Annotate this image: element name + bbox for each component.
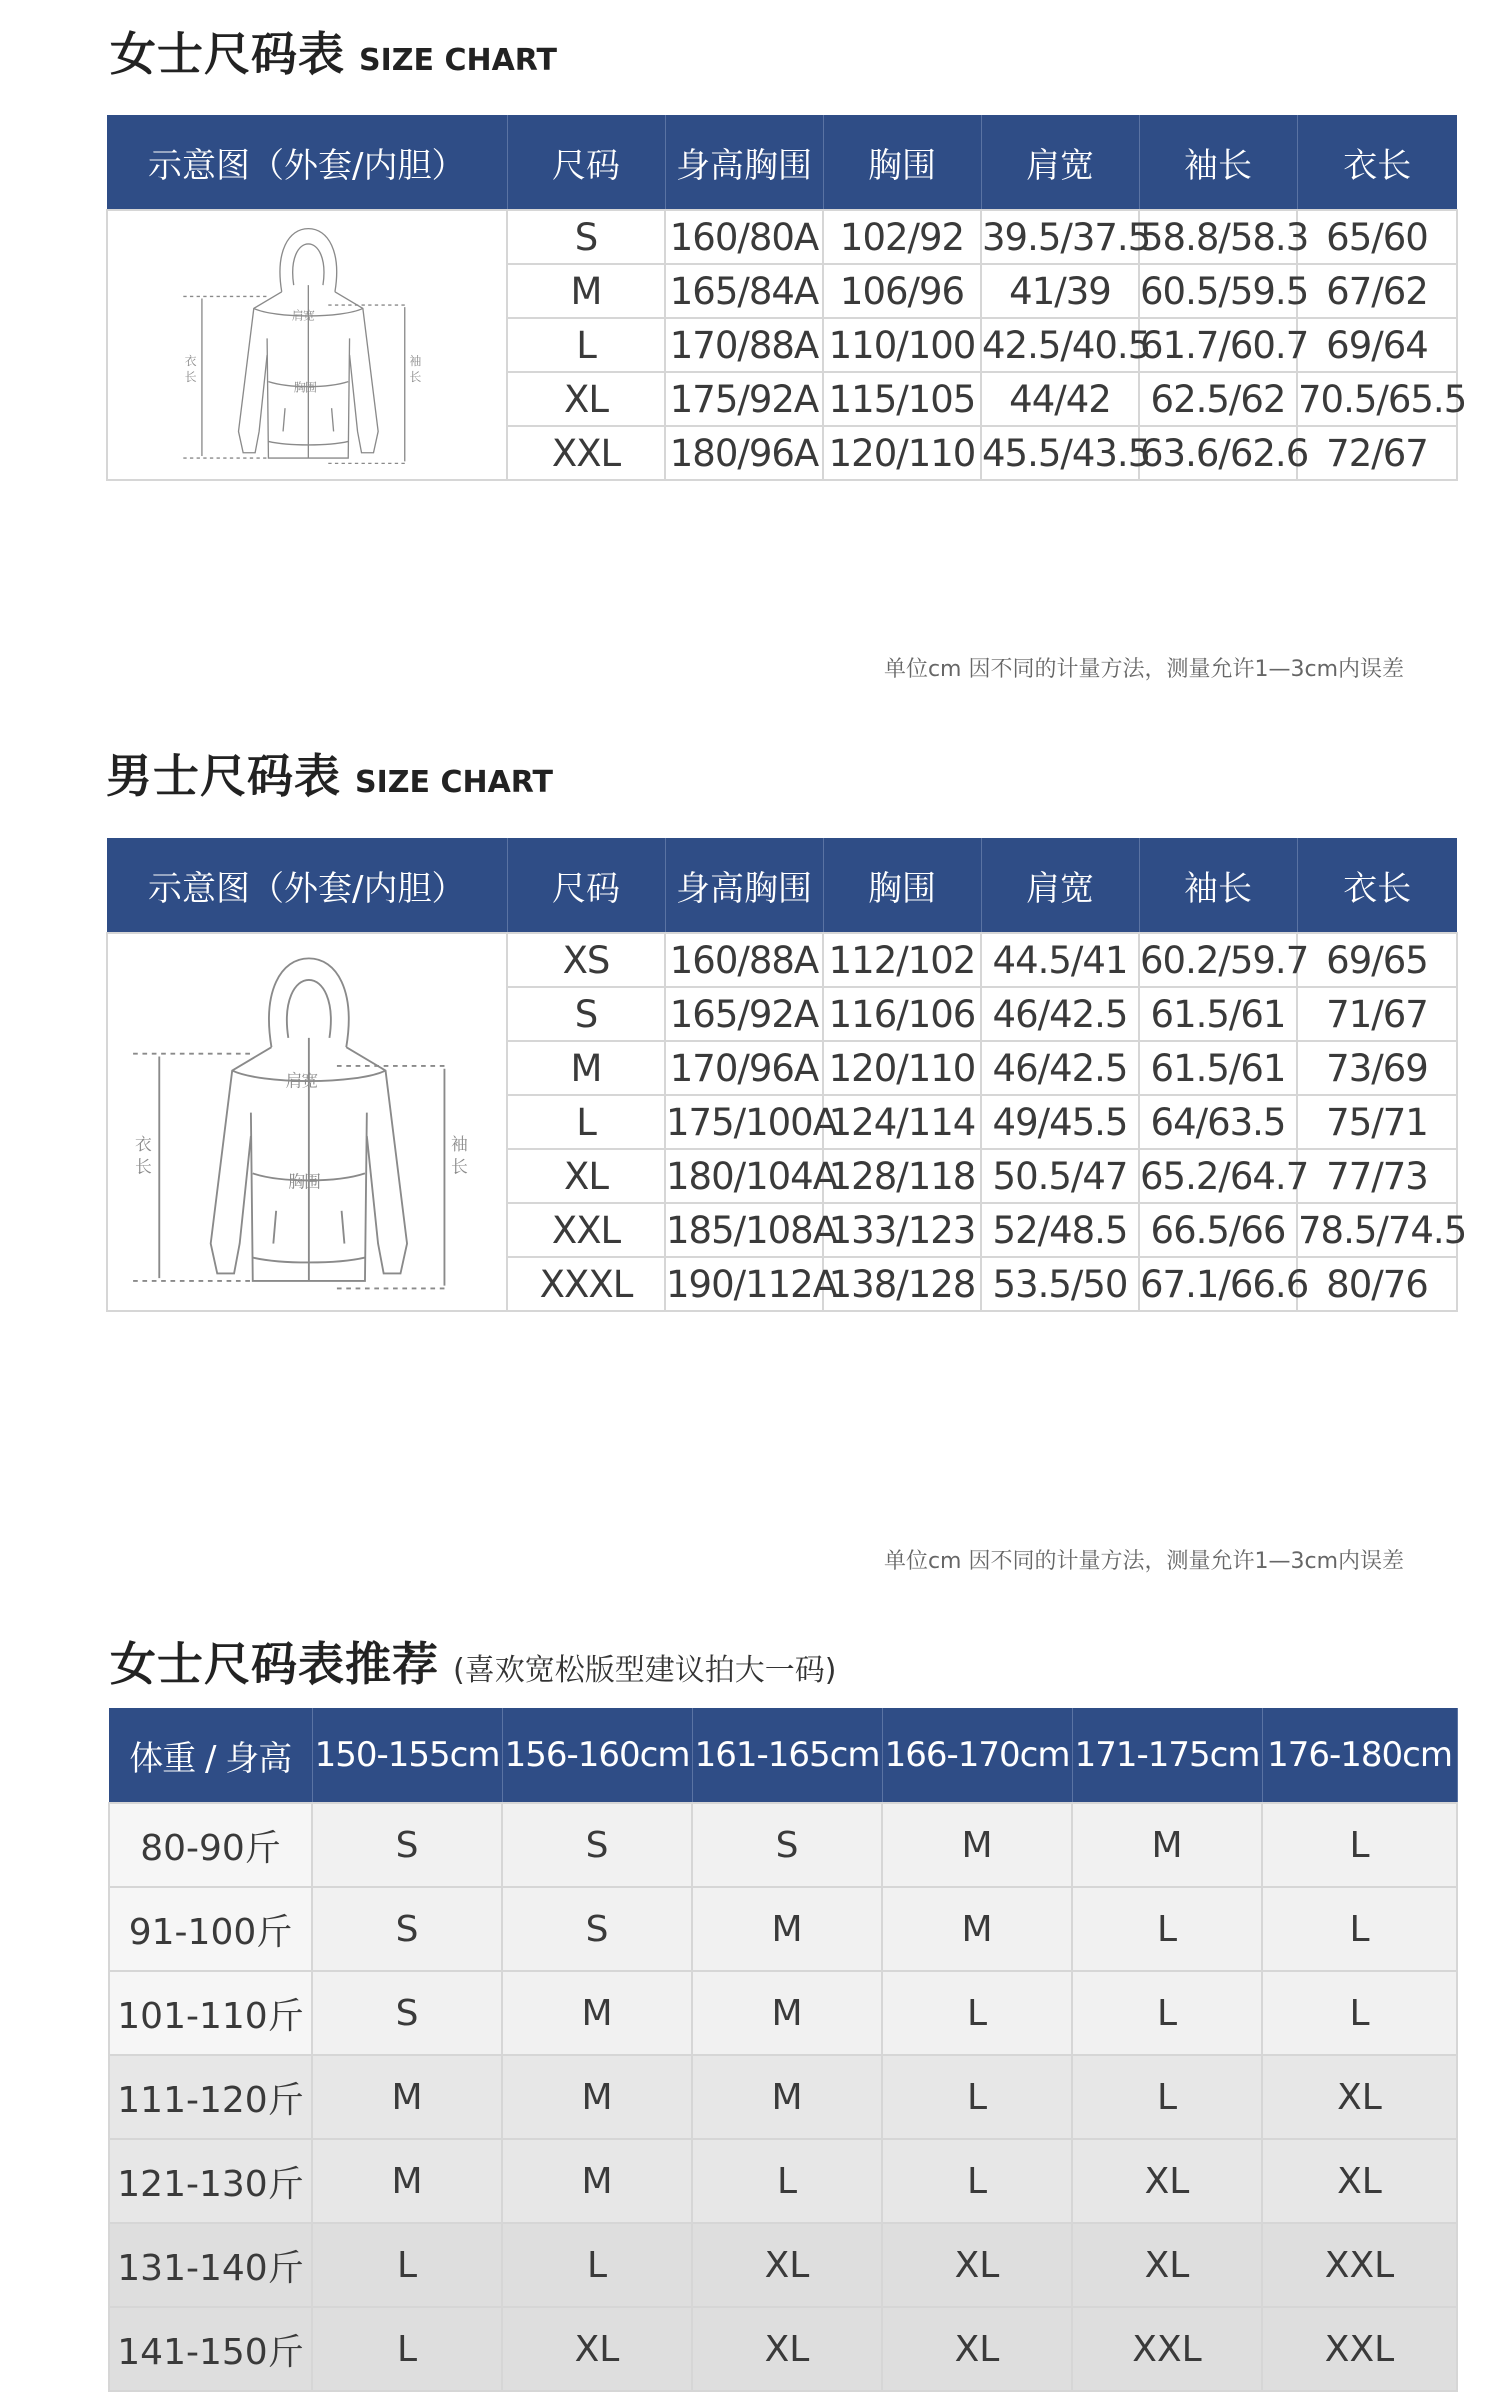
size-cell: XL	[507, 372, 665, 426]
women-header-sleeve: 袖长	[1139, 115, 1297, 210]
length-cell: 72/67	[1297, 426, 1457, 480]
recommend-header-h5: 171-175cm	[1072, 1708, 1262, 1803]
size-cell: L	[507, 1095, 665, 1149]
recommend-row	[109, 2139, 1457, 2223]
height-chest-cell: 170/88A	[665, 318, 823, 372]
recommend-header-h6: 176-180cm	[1262, 1708, 1457, 1803]
men-section-title	[106, 740, 553, 806]
length-cell: 77/73	[1297, 1149, 1457, 1203]
chest-cell: 133/123	[823, 1203, 981, 1257]
sleeve-cell: 60.2/59.7	[1139, 933, 1297, 987]
recommended-size-cell: S	[502, 1803, 692, 1887]
recommended-size-cell: S	[312, 1803, 502, 1887]
recommended-size-cell: S	[312, 1971, 502, 2055]
shoulder-cell: 41/39	[981, 264, 1139, 318]
recommend-header-row	[109, 1708, 1457, 1803]
length-cell: 73/69	[1297, 1041, 1457, 1095]
recommend-row	[109, 1803, 1457, 1887]
size-cell: XL	[507, 1149, 665, 1203]
sleeve-cell: 61.5/61	[1139, 987, 1297, 1041]
women-header-shoulder: 肩宽	[981, 115, 1139, 210]
chest-cell: 124/114	[823, 1095, 981, 1149]
recommended-size-cell: L	[1072, 1887, 1262, 1971]
recommended-size-cell: M	[312, 2139, 502, 2223]
jacket-diagram-cell	[107, 210, 507, 480]
recommended-size-cell: XL	[692, 2307, 882, 2391]
recommended-size-cell: L	[1262, 1887, 1457, 1971]
length-cell: 71/67	[1297, 987, 1457, 1041]
diagram-length-label: 衣长	[184, 353, 196, 384]
height-chest-cell: 175/100A	[665, 1095, 823, 1149]
men-header-row	[107, 838, 1457, 933]
recommend-header-h3: 161-165cm	[692, 1708, 882, 1803]
recommend-row	[109, 1971, 1457, 2055]
recommended-size-cell: XL	[882, 2307, 1072, 2391]
height-chest-cell: 165/84A	[665, 264, 823, 318]
women-subtitle: SIZE CHART	[359, 43, 558, 78]
recommended-size-cell: L	[882, 2055, 1072, 2139]
size-cell: XXXL	[507, 1257, 665, 1311]
size-cell: S	[507, 210, 665, 264]
recommended-size-cell: L	[312, 2307, 502, 2391]
recommended-size-cell: M	[1072, 1803, 1262, 1887]
height-chest-cell: 170/96A	[665, 1041, 823, 1095]
recommended-size-cell: L	[1262, 1803, 1457, 1887]
weight-cell: 121-130斤	[109, 2139, 312, 2223]
men-header-sleeve: 袖长	[1139, 838, 1297, 933]
recommended-size-cell: L	[882, 1971, 1072, 2055]
recommended-size-cell: M	[692, 2055, 882, 2139]
weight-cell: 111-120斤	[109, 2055, 312, 2139]
recommended-size-cell: S	[312, 1887, 502, 1971]
men-footnote: 单位cm 因不同的计量方法，测量允许1—3cm内误差	[883, 1549, 1404, 1574]
sleeve-cell: 60.5/59.5	[1139, 264, 1297, 318]
recommended-size-cell: XL	[1262, 2055, 1457, 2139]
chest-cell: 138/128	[823, 1257, 981, 1311]
length-cell: 65/60	[1297, 210, 1457, 264]
chest-cell: 120/110	[823, 426, 981, 480]
length-cell: 67/62	[1297, 264, 1457, 318]
size-cell: L	[507, 318, 665, 372]
recommended-size-cell: XL	[502, 2307, 692, 2391]
size-cell: XXL	[507, 426, 665, 480]
shoulder-cell: 52/48.5	[981, 1203, 1139, 1257]
shoulder-cell: 46/42.5	[981, 1041, 1139, 1095]
diagram-chest-label: 胸围	[288, 1171, 321, 1192]
recommended-size-cell: L	[312, 2223, 502, 2307]
women-size-table	[106, 115, 1467, 481]
chest-cell: 106/96	[823, 264, 981, 318]
weight-cell: 141-150斤	[109, 2307, 312, 2391]
height-chest-cell: 175/92A	[665, 372, 823, 426]
shoulder-cell: 44.5/41	[981, 933, 1139, 987]
men-header-length: 衣长	[1297, 838, 1457, 933]
recommended-size-cell: S	[692, 1803, 882, 1887]
sleeve-cell: 64/63.5	[1139, 1095, 1297, 1149]
diagram-shoulder-label: 肩宽	[291, 308, 315, 323]
shoulder-cell: 49/45.5	[981, 1095, 1139, 1149]
men-header-chest: 胸围	[823, 838, 981, 933]
recommended-size-cell: M	[502, 1971, 692, 2055]
sleeve-cell: 58.8/58.3	[1139, 210, 1297, 264]
recommended-size-cell: M	[692, 1887, 882, 1971]
recommended-size-cell: XL	[1262, 2139, 1457, 2223]
shoulder-cell: 53.5/50	[981, 1257, 1139, 1311]
size-row	[107, 933, 1457, 987]
weight-cell: 131-140斤	[109, 2223, 312, 2307]
length-cell: 78.5/74.5	[1297, 1203, 1457, 1257]
shoulder-cell: 50.5/47	[981, 1149, 1139, 1203]
length-cell: 70.5/65.5	[1297, 372, 1457, 426]
recommended-size-cell: S	[502, 1887, 692, 1971]
recommend-row	[109, 2055, 1457, 2139]
chest-cell: 115/105	[823, 372, 981, 426]
shoulder-cell: 39.5/37.5	[981, 210, 1139, 264]
height-chest-cell: 160/88A	[665, 933, 823, 987]
women-header-chest: 胸围	[823, 115, 981, 210]
recommend-header-weight-height: 体重 / 身高	[109, 1708, 312, 1803]
men-header-height-chest: 身高胸围	[665, 838, 823, 933]
women-header-size: 尺码	[507, 115, 665, 210]
height-chest-cell: 185/108A	[665, 1203, 823, 1257]
sleeve-cell: 61.5/61	[1139, 1041, 1297, 1095]
sleeve-cell: 65.2/64.7	[1139, 1149, 1297, 1203]
height-chest-cell: 190/112A	[665, 1257, 823, 1311]
recommended-size-cell: M	[312, 2055, 502, 2139]
sleeve-cell: 63.6/62.6	[1139, 426, 1297, 480]
recommended-size-cell: M	[502, 2139, 692, 2223]
men-subtitle: SIZE CHART	[355, 765, 554, 800]
women-title: 女士尺码表	[110, 27, 345, 81]
sleeve-cell: 61.7/60.7	[1139, 318, 1297, 372]
women-header-length: 衣长	[1297, 115, 1457, 210]
diagram-sleeve-label: 袖长	[450, 1134, 467, 1177]
recommend-row	[109, 2307, 1457, 2391]
size-cell: S	[507, 987, 665, 1041]
size-cell: XS	[507, 933, 665, 987]
height-chest-cell: 165/92A	[665, 987, 823, 1041]
men-header-size: 尺码	[507, 838, 665, 933]
recommend-table	[108, 1708, 1458, 2392]
chest-cell: 120/110	[823, 1041, 981, 1095]
recommend-section-title	[110, 1628, 836, 1694]
recommended-size-cell: XL	[882, 2223, 1072, 2307]
women-footnote: 单位cm 因不同的计量方法，测量允许1—3cm内误差	[883, 657, 1404, 682]
recommended-size-cell: L	[1072, 2055, 1262, 2139]
recommend-title: 女士尺码表推荐	[110, 1637, 439, 1691]
length-cell: 80/76	[1297, 1257, 1457, 1311]
weight-cell: 80-90斤	[109, 1803, 312, 1887]
sleeve-cell: 67.1/66.6	[1139, 1257, 1297, 1311]
recommend-header-h2: 156-160cm	[502, 1708, 692, 1803]
women-header-height-chest: 身高胸围	[665, 115, 823, 210]
recommend-note: (喜欢宽松版型建议拍大一码)	[453, 1653, 837, 1688]
chest-cell: 112/102	[823, 933, 981, 987]
recommended-size-cell: M	[502, 2055, 692, 2139]
recommended-size-cell: XXL	[1072, 2307, 1262, 2391]
recommend-row	[109, 1887, 1457, 1971]
recommended-size-cell: XXL	[1262, 2223, 1457, 2307]
recommend-row	[109, 2223, 1457, 2307]
recommended-size-cell: XL	[1072, 2223, 1262, 2307]
height-chest-cell: 180/104A	[665, 1149, 823, 1203]
weight-cell: 101-110斤	[109, 1971, 312, 2055]
recommended-size-cell: XL	[1072, 2139, 1262, 2223]
size-cell: M	[507, 264, 665, 318]
recommended-size-cell: XXL	[1262, 2307, 1457, 2391]
men-header-diagram: 示意图（外套/内胆）	[107, 838, 507, 933]
jacket-diagram-icon	[109, 212, 505, 478]
women-header-diagram: 示意图（外套/内胆）	[107, 115, 507, 210]
size-cell: M	[507, 1041, 665, 1095]
shoulder-cell: 45.5/43.5	[981, 426, 1139, 480]
diagram-shoulder-label: 肩宽	[285, 1070, 318, 1091]
recommended-size-cell: XL	[692, 2223, 882, 2307]
shoulder-cell: 44/42	[981, 372, 1139, 426]
women-section-title	[110, 18, 557, 84]
recommended-size-cell: L	[1072, 1971, 1262, 2055]
shoulder-cell: 46/42.5	[981, 987, 1139, 1041]
sleeve-cell: 66.5/66	[1139, 1203, 1297, 1257]
diagram-chest-label: 胸围	[293, 380, 317, 395]
jacket-diagram-icon	[109, 935, 505, 1309]
shoulder-cell: 42.5/40.5	[981, 318, 1139, 372]
recommended-size-cell: M	[882, 1887, 1072, 1971]
size-row	[107, 210, 1457, 264]
jacket-diagram-cell	[107, 933, 507, 1311]
recommended-size-cell: M	[882, 1803, 1072, 1887]
chest-cell: 128/118	[823, 1149, 981, 1203]
men-header-shoulder: 肩宽	[981, 838, 1139, 933]
sleeve-cell: 62.5/62	[1139, 372, 1297, 426]
recommended-size-cell: L	[502, 2223, 692, 2307]
length-cell: 75/71	[1297, 1095, 1457, 1149]
recommend-header-h4: 166-170cm	[882, 1708, 1072, 1803]
recommend-header-h1: 150-155cm	[312, 1708, 502, 1803]
diagram-sleeve-label: 袖长	[409, 353, 421, 384]
men-size-table	[106, 838, 1467, 1312]
weight-cell: 91-100斤	[109, 1887, 312, 1971]
recommended-size-cell: L	[882, 2139, 1072, 2223]
women-header-row	[107, 115, 1457, 210]
height-chest-cell: 160/80A	[665, 210, 823, 264]
recommended-size-cell: L	[692, 2139, 882, 2223]
diagram-length-label: 衣长	[134, 1134, 151, 1177]
chest-cell: 110/100	[823, 318, 981, 372]
recommended-size-cell: L	[1262, 1971, 1457, 2055]
height-chest-cell: 180/96A	[665, 426, 823, 480]
recommended-size-cell: M	[692, 1971, 882, 2055]
length-cell: 69/64	[1297, 318, 1457, 372]
size-cell: XXL	[507, 1203, 665, 1257]
men-title: 男士尺码表	[106, 749, 341, 803]
length-cell: 69/65	[1297, 933, 1457, 987]
chest-cell: 116/106	[823, 987, 981, 1041]
chest-cell: 102/92	[823, 210, 981, 264]
